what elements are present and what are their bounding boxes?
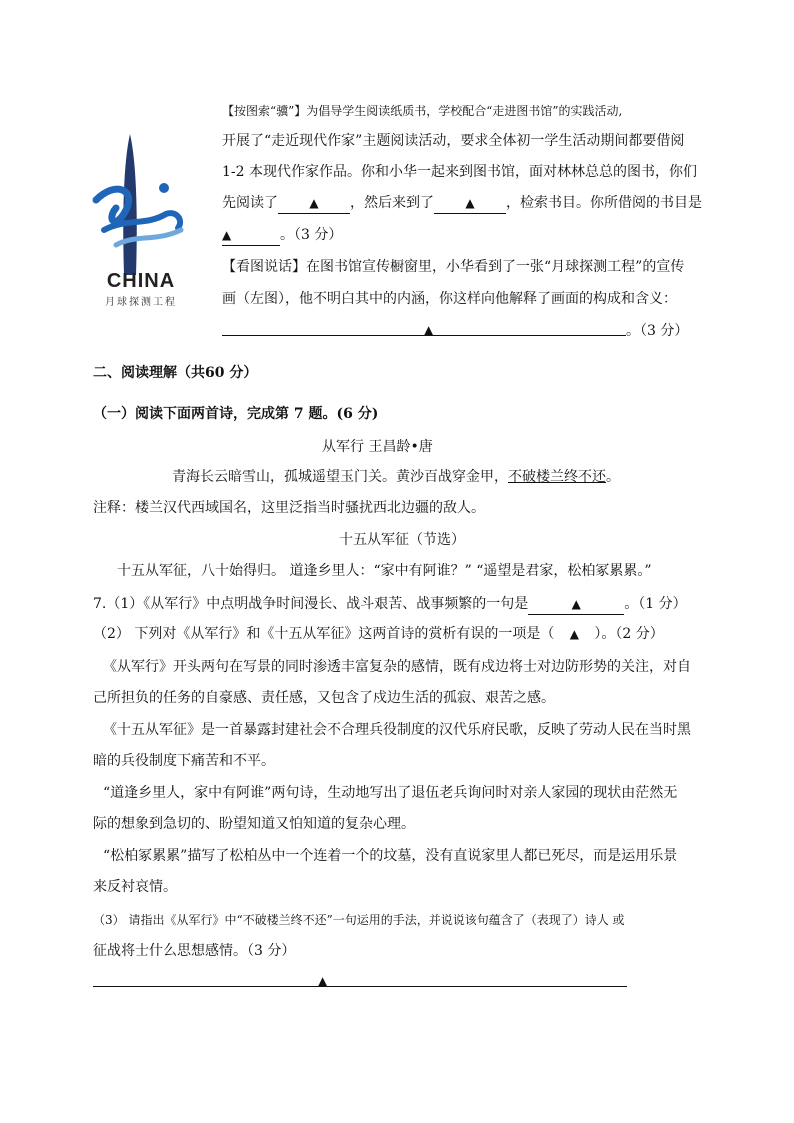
q-top-line6: 【看图说话】在图书馆宣传橱窗里，小华看到了一张“月球探测工程”的宣传: [222, 259, 685, 275]
triangle-icon: ▲: [571, 597, 581, 611]
q7-sub2-end: ）。（2 分）: [594, 626, 664, 642]
q-top-line7: 画（左图），他不明白其中的内涵，你这样向他解释了画面的构成和含义：: [222, 291, 677, 307]
q7-option-b-line1: 《十五从军征》是一首暴露封建社会不合理兵役制度的汉代乐府民歌，反映了劳动人民在当时黑: [103, 722, 691, 738]
answer-blank-q7-2[interactable]: [554, 624, 594, 644]
triangle-icon: ▲: [309, 196, 319, 210]
part1-title: （一）阅读下面两首诗，完成第 7 题。(6 分): [93, 406, 379, 422]
answer-blank-1[interactable]: [278, 193, 350, 214]
triangle-icon: ▲: [222, 228, 232, 242]
q7-sub3-line2: 征战将士什么思想感情。（3 分）: [93, 943, 296, 959]
q-top-line4-b: ，然后来到了: [350, 195, 434, 211]
answer-blank-q7-1[interactable]: [528, 594, 624, 615]
answer-line-q7-3[interactable]: [93, 986, 627, 987]
answer-blank-3[interactable]: [222, 225, 280, 246]
q-top-line5-b: 。（3 分）: [280, 227, 343, 243]
triangle-icon: ▲: [318, 974, 328, 988]
poem1-text-a: 青海长云暗雪山，孤城遥望玉门关。黄沙百战穿金甲，: [172, 469, 508, 485]
q-top-line2: 开展了“走近现代作家”主题阅读活动，要求全体初一学生活动期间都要借阅: [222, 133, 685, 149]
poem2-title: 十五从军征（节选）: [339, 532, 465, 548]
triangle-icon: ▲: [465, 196, 475, 210]
q-top-line1: 【按图索“骥”】为倡导学生阅读纸质书，学校配合“走进图书馆”的实践活动,: [222, 104, 623, 118]
q-top-line4: [222, 193, 702, 214]
poem1-text: [172, 467, 620, 487]
q-top-line5: [222, 225, 342, 246]
q7-sub1-text: 7.（1）《从军行》中点明战争时间漫长、战斗艰苦、战事频繁的一句是: [93, 596, 529, 612]
answer-blank-2[interactable]: [434, 193, 506, 214]
q7-option-b-line2: 暗的兵役制度下痛苦和不平。: [93, 753, 275, 769]
moon-logo-icon: [86, 130, 196, 280]
q7-option-d-line1: “松柏冢累累”描写了松柏丛中一个连着一个的坟墓，没有直说家里人都已死尽，而是运用乐景: [103, 848, 678, 864]
q7-option-d-line2: 来反衬哀情。: [93, 879, 177, 895]
q-top-line4-a: 先阅读了: [222, 195, 278, 211]
q7-sub2-text: （2） 下列对《从军行》和《十五从军征》这两首诗的赏析有误的一项是（: [93, 626, 555, 642]
logo-text-main: CHINA: [106, 270, 176, 292]
q7-sub3-line1: （3） 请指出《从军行》中“不破楼兰终不还”一句运用的手法，并说说该句蕴含了（表现了）诗人 或: [93, 913, 625, 927]
q-top-line4-c: ，检索书目。你所借阅的书目是: [506, 195, 702, 211]
section2-title: 二、阅读理解（共60 分）: [93, 365, 258, 381]
q-top-line3: 1-2 本现代作家作品。你和小华一起来到图书馆，面对林林总总的图书，你们: [222, 164, 697, 180]
poem2-text: 十五从军征，八十始得归。 道逢乡里人：“家中有阿谁？” “遥望是君家，松柏冢累累。”: [117, 563, 652, 579]
q7-option-a-line1: 《从军行》开头两句在写景的同时渗透丰富复杂的感情，既有戍边将士对边防形势的关注，对自: [103, 659, 691, 675]
q7-option-c-line1: “道逢乡里人，家中有阿谁”两句诗，生动地写出了退伍老兵询问时对亲人家园的现状由茫然无: [103, 785, 678, 801]
triangle-icon: ▲: [569, 627, 579, 641]
poem1-text-c: 。: [606, 469, 620, 485]
logo-text-sub: 月球探测工程: [105, 297, 177, 308]
q-top-line8-end: 。（3 分）: [626, 323, 689, 339]
moon-exploration-logo: [86, 130, 196, 310]
q7-option-c-line2: 际的想象到急切的、盼望知道又怕知道的复杂心理。: [93, 816, 415, 832]
q7-sub1: [93, 594, 687, 615]
poem1-title: 从军行 王昌龄•唐: [322, 439, 433, 455]
poem1-note: 注释：楼兰汉代西域国名，这里泛指当时骚扰西北边疆的敌人。: [93, 500, 485, 516]
poem1-text-b: 不破楼兰终不还: [508, 469, 606, 485]
q7-sub1-end: 。（1 分）: [624, 596, 687, 612]
q7-sub2: [93, 624, 664, 644]
q7-option-a-line2: 己所担负的任务的自豪感、责任感，又包含了戍边生活的孤寂、艰苦之感。: [93, 690, 555, 706]
triangle-icon: ▲: [424, 323, 434, 337]
